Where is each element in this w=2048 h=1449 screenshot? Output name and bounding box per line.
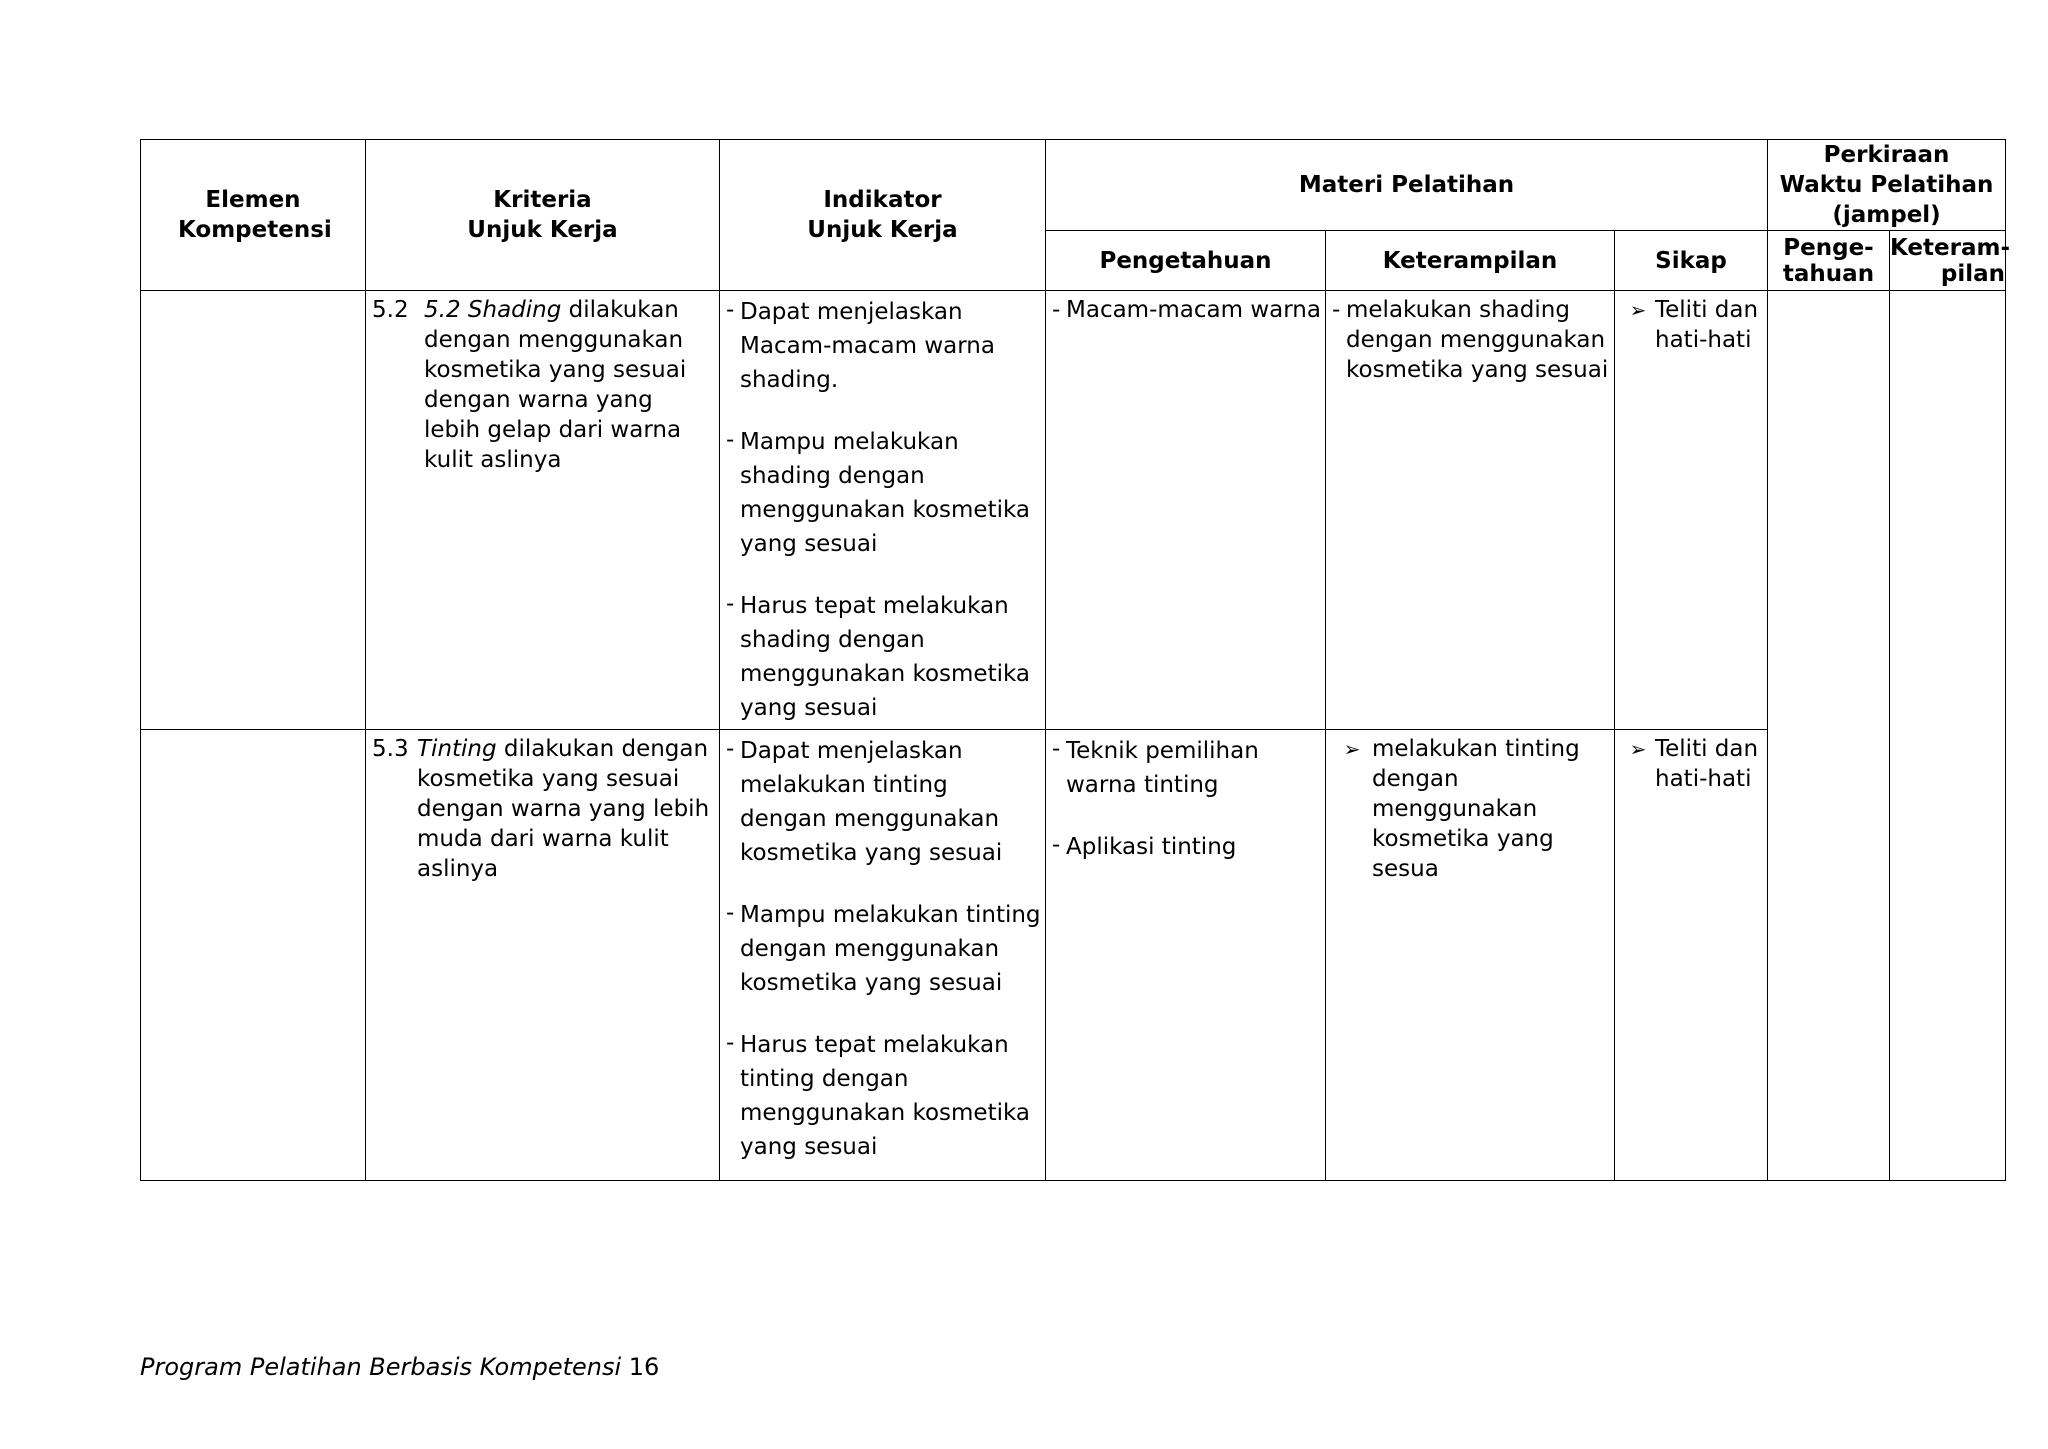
header-keteram-pilan: Keteram- pilan <box>1890 231 2006 291</box>
elemen-cell <box>141 291 366 730</box>
keterampilan-cell <box>1326 291 1615 730</box>
pengetahuan-cell <box>1046 730 1326 1181</box>
header-keterampilan: Keterampilan <box>1326 231 1615 291</box>
pengetahuan-cell <box>1046 291 1326 730</box>
jampel-pengetahuan-cell <box>1768 291 1890 1181</box>
arrow-bullet-icon: ➢ <box>1343 737 1361 761</box>
list-item: - Mampu melakukan tinting dengan menggunakan kosmetika yang sesuai <box>726 900 1041 996</box>
list-item: - melakukan shading dengan menggunakan kosmetika yang sesuai <box>1332 297 1609 383</box>
footer-title: Program Pelatihan Berbasis Kompetensi <box>140 1353 622 1381</box>
kuk-text: 5.2 Shading dilakukan dengan menggunakan kosmetika yang sesuai dengan warna yang lebih gelap dari warna kulit aslinya <box>424 297 687 473</box>
kuk-cell <box>366 730 720 1181</box>
kuk-text: Tinting dilakukan dengan kosmetika yang sesuai dengan warna yang lebih muda dari warna kulit aslinya <box>417 736 710 882</box>
list-item: - Mampu melakukan shading dengan menggunakan kosmetika yang sesuai <box>726 427 1031 557</box>
arrow-bullet-icon: ➢ <box>1629 737 1647 761</box>
list-item: - Dapat menjelaskan melakukan tinting dengan menggunakan kosmetika yang sesuai <box>726 736 1003 866</box>
list-item: - Harus tepat melakukan tinting dengan menggunakan kosmetika yang sesuai <box>726 1030 1031 1160</box>
elemen-cell <box>141 730 366 1181</box>
header-elemen: Elemen Kompetensi <box>141 140 366 291</box>
header-penge-tahuan: Penge- tahuan <box>1768 231 1890 291</box>
header-materi: Materi Pelatihan <box>1046 140 1768 231</box>
header-kriteria: Kriteria Unjuk Kerja <box>366 140 720 291</box>
sikap-cell: ➢ Teliti dan hati-hati <box>1615 291 1768 730</box>
kuk-cell <box>366 291 720 730</box>
kuk-number: 5.3 <box>372 736 409 762</box>
indikator-cell <box>720 291 1046 730</box>
arrow-bullet-icon: ➢ <box>1629 298 1647 322</box>
list-item: - Aplikasi tinting <box>1052 832 1237 860</box>
sikap-cell: ➢ Teliti dan hati-hati <box>1615 730 1768 1181</box>
competency-table <box>140 139 2011 1181</box>
header-sikap: Sikap <box>1615 231 1768 291</box>
list-item: - Harus tepat melakukan shading dengan menggunakan kosmetika yang sesuai <box>726 591 1031 721</box>
keterampilan-cell: ➢ melakukan tinting dengan menggunakan kosmetika yang sesua <box>1326 730 1615 1181</box>
list-item: - Dapat menjelaskan Macam-macam warna shading. <box>726 297 995 393</box>
list-item: - Macam-macam warna <box>1052 297 1321 323</box>
table-row <box>141 291 2006 730</box>
page-footer <box>140 1353 659 1381</box>
kuk-number: 5.2 <box>372 297 409 323</box>
header-indikator: Indikator Unjuk Kerja <box>720 140 1046 291</box>
page-number: 16 <box>628 1353 660 1381</box>
table-row <box>141 730 2006 1181</box>
jampel-keterampilan-cell <box>1890 291 2006 1181</box>
header-perkiraan: Perkiraan Waktu Pelatihan (jampel) <box>1768 140 2006 231</box>
header-pengetahuan: Pengetahuan <box>1046 231 1326 291</box>
list-item: - Teknik pemilihan warna tinting <box>1052 736 1259 798</box>
indikator-cell <box>720 730 1046 1181</box>
